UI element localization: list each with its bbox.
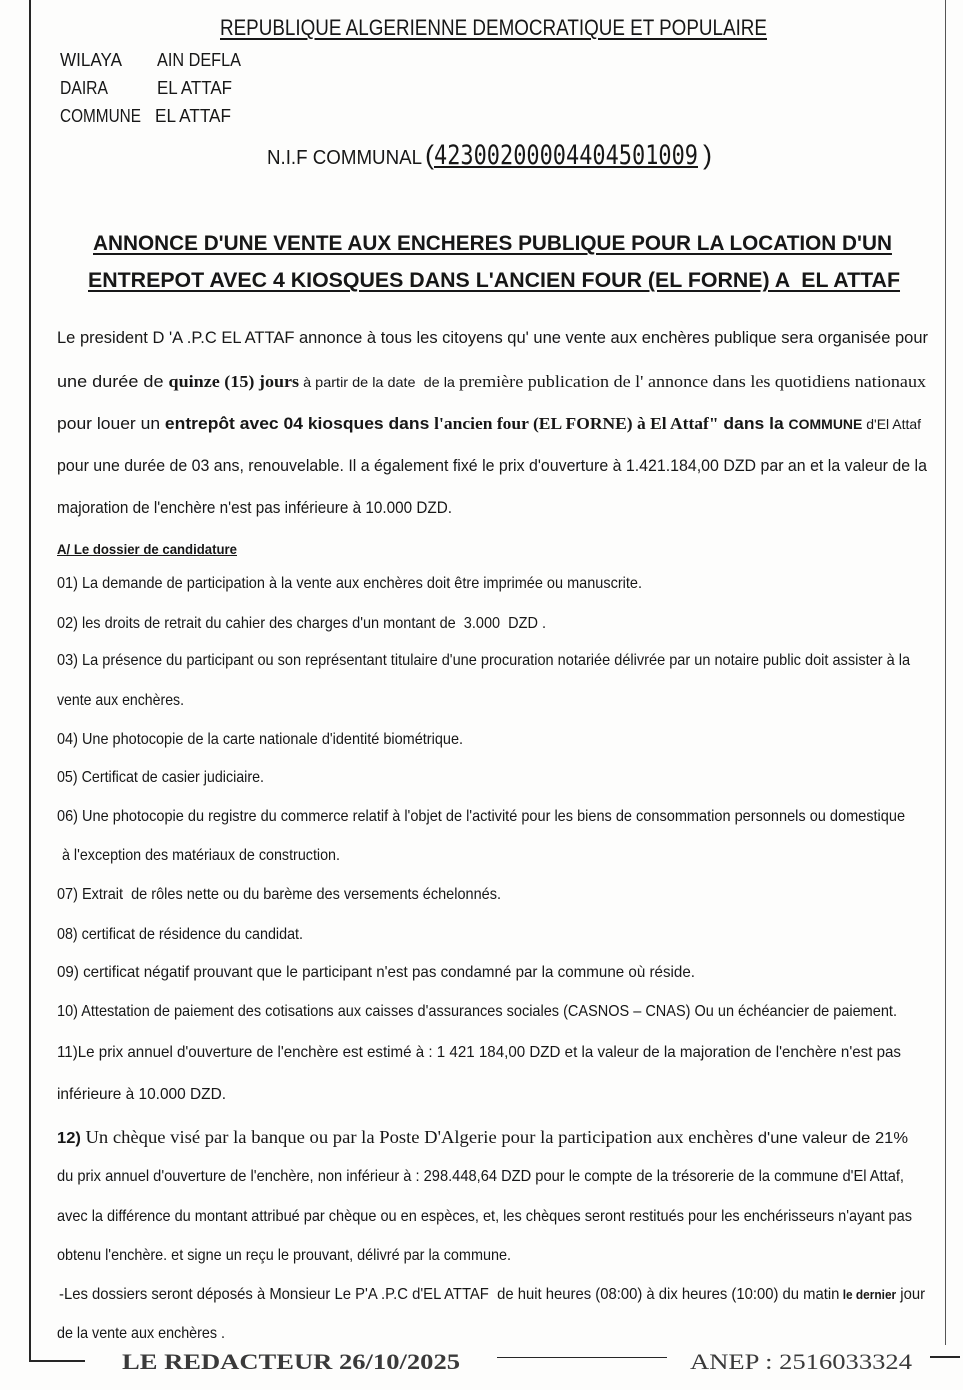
intro-segment: à partir de la date de la [299,375,459,390]
bottom-rule-left [29,1360,85,1362]
intro-segment: COMMUNE [788,417,863,432]
notice-title-line-1: ANNONCE D'UNE VENTE AUX ENCHERES PUBLIQUE POUR LA LOCATION D'UN [93,232,892,255]
intro-segment: d'El Attaf [862,417,922,432]
commune-value: EL ATTAF [155,106,231,126]
nif-close-paren: ) [703,140,712,170]
wilaya-label: WILAYA [60,50,122,70]
intro-line-1: Le president D 'A .P.C EL ATTAF annonce à tous les citoyens qu' une vente aux enchères publique sera organisée pour [57,328,929,347]
right-border-rule [945,0,946,1345]
closing-line-2: de la vente aux enchères . [57,1325,225,1342]
left-border-rule [29,0,31,1362]
dossier-item-03-continued: vente aux enchères. [57,692,185,709]
cheque-value-clause: d'une valeur de 21% [753,1130,909,1147]
intro-segment: dans la [718,414,789,433]
republic-heading: REPUBLIQUE ALGERIENNE DEMOCRATIQUE ET POPULAIRE [220,15,767,40]
closing-segment: jour [896,1286,926,1303]
nif-label: N.I.F COMMUNAL [267,147,422,169]
nif-open-paren: ( [425,140,434,170]
intro-line-3 [57,414,921,434]
duration-emphasis: quinze (15) jours [168,372,300,391]
commune-label: COMMUNE [60,106,141,126]
redacteur-signature: LE REDACTEUR 26/10/2025 [122,1349,461,1374]
notice-title-line-2: ENTREPOT AVEC 4 KIOSQUES DANS L'ANCIEN FOUR (EL FORNE) A EL ATTAF [88,269,901,292]
dossier-heading: A/ Le dossier de candidature [57,541,238,557]
closing-segment: le dernier [839,1287,897,1302]
dossier-item-12-line-2: du prix annuel d'ouverture de l'enchère, non inférieur à : 298.448,64 DZD pour le compte de la trésorerie de la commune d'El Attaf, [57,1168,905,1185]
location-emphasis: l'ancien four (EL FORNE) à El Attaf" [434,414,719,433]
dossier-item-05: 05) Certificat de casier judiciaire. [57,769,265,786]
dossier-item-01: 01) La demande de participation à la vente aux enchères doit être imprimée ou manuscrite. [57,575,643,592]
intro-segment: une durée de [57,372,169,391]
intro-segment: première publication de l' annonce dans les quotidiens nationaux [458,372,927,391]
dossier-item-06: 06) Une photocopie du registre du commerce relatif à l'objet de l'activité pour les biens de consommation personnels ou domestique [57,808,906,825]
intro-segment: pour louer un [57,414,165,433]
dossier-item-02: 02) les droits de retrait du cahier des charges d'un montant de 3.000 DZD . [57,615,547,632]
dossier-item-08: 08) certificat de résidence du candidat. [57,926,303,943]
closing-line-1 [59,1286,925,1304]
dossier-item-10: 10) Attestation de paiement des cotisations aux caisses d'assurances sociales (CASNOS – CNAS) Ou un échéancier de paiement. [57,1003,897,1020]
dossier-item-07: 07) Extrait de rôles nette ou du barème des versements échelonnés. [57,886,501,903]
daira-label: DAIRA [60,78,109,98]
anep-reference: ANEP : 2516033324 [690,1349,913,1374]
dossier-item-12 [57,1127,908,1148]
dossier-item-06-continued: à l'exception des matériaux de construction. [62,847,340,864]
bottom-rule-right [930,1356,960,1358]
dossier-item-11-continued: inférieure à 10.000 DZD. [57,1086,227,1103]
intro-line-4: pour une durée de 03 ans, renouvelable. Il a également fixé le prix d'ouverture à 1.421.184,00 DZD par an et la valeur de la [57,456,927,475]
cheque-clause: Un chèque visé par la banque ou par la Poste D'Algerie pour la participation aux enchères [85,1127,754,1147]
item-number: 12) [57,1130,86,1147]
dossier-item-03: 03) La présence du participant ou son représentant titulaire d'une procuration notariée délivrée par un notaire public doit assister à la [57,652,911,669]
wilaya-value: AIN DEFLA [157,50,241,70]
warehouse-emphasis: entrepôt avec 04 kiosques dans [164,414,435,433]
dossier-item-04: 04) Une photocopie de la carte nationale d'identité biométrique. [57,731,464,748]
dossier-item-12-line-4: obtenu l'enchère. et signe un reçu le prouvant, délivré par la commune. [57,1247,512,1264]
closing-segment: -Les dossiers seront déposés à Monsieur Le P'A .P.C d'EL ATTAF de huit heures (08:00) à dix heures (10:00) du matin [59,1286,840,1303]
intro-line-5: majoration de l'enchère n'est pas inférieure à 10.000 DZD. [57,498,453,517]
dossier-item-12-line-3: avec la différence du montant attribué par chèque ou en espèces, et, les chèques seront restitués pour les enchérisseurs n'ayant pas [57,1208,912,1225]
nif-number: 42300200004404501009 [434,140,698,171]
daira-value: EL ATTAF [157,78,233,98]
dossier-item-09: 09) certificat négatif prouvant que le participant n'est pas condamné par la commune où réside. [57,964,695,981]
intro-line-2 [57,372,926,392]
bottom-rule-middle [497,1357,667,1358]
dossier-item-11: 11)Le prix annuel d'ouverture de l'enchère est estimé à : 1 421 184,00 DZD et la valeur de la majoration de l'enchère n'est pas [57,1044,901,1061]
